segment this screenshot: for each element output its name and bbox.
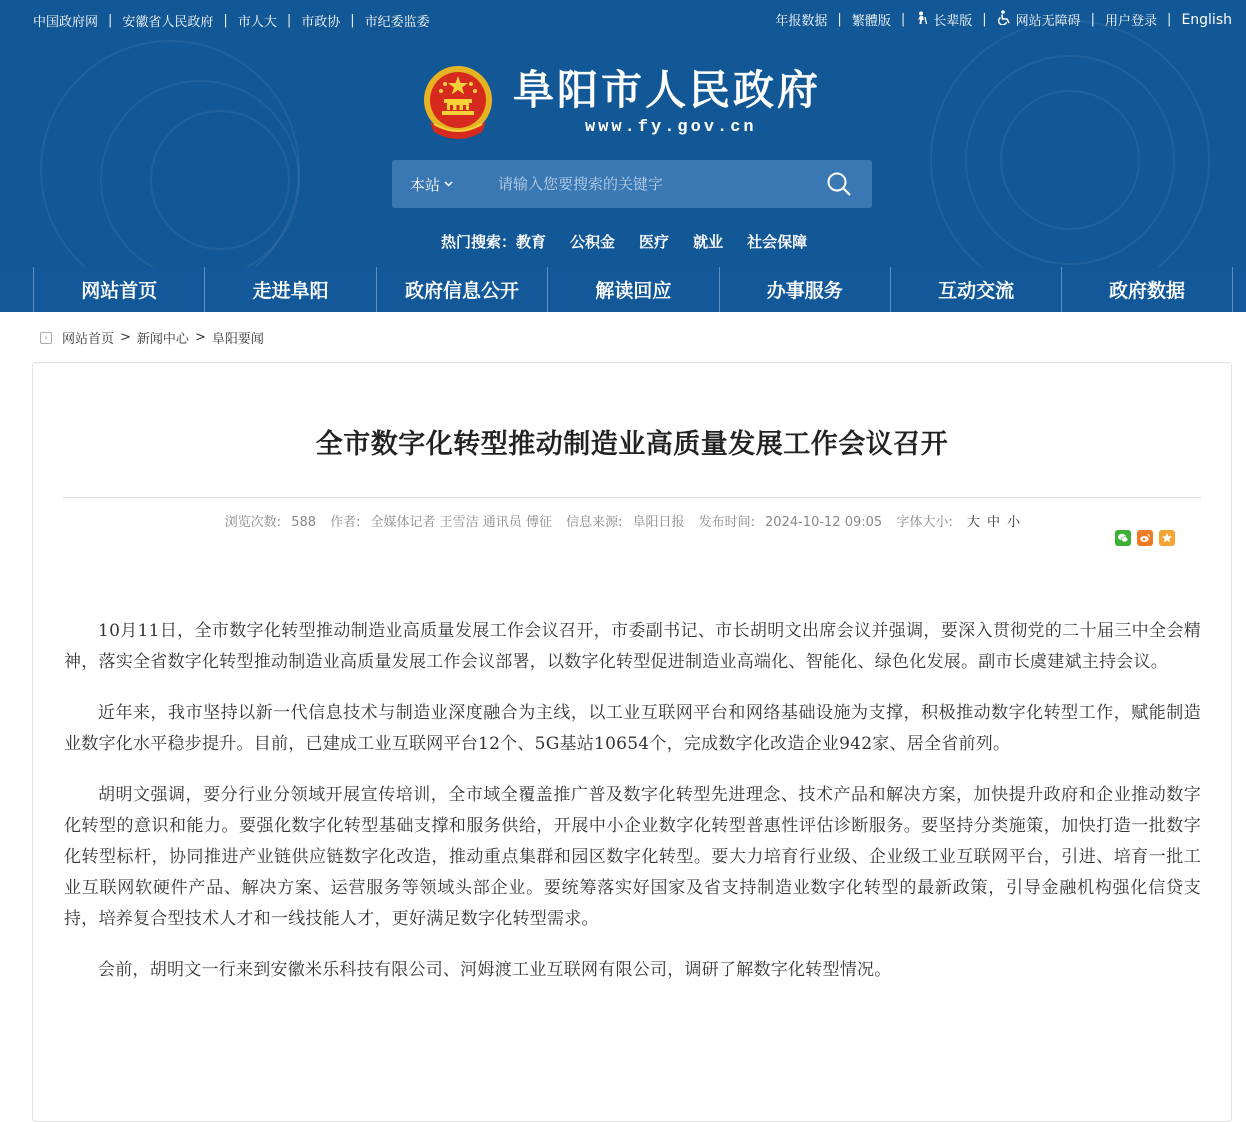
divider: | [900,12,906,27]
breadcrumb-fuyang-news[interactable]: 阜阳要闻 [211,332,264,347]
font-size-large[interactable]: 大 [966,515,980,530]
search-scope-dropdown[interactable] [392,174,482,195]
elder-mode-link[interactable] [915,10,972,29]
divider: | [223,13,228,28]
elder-mode-label: 长辈版 [933,14,973,29]
site-title: 阜阳市人民政府 [513,66,821,114]
article-paragraph: 胡明文强调，要分行业分领域开展宣传培训，全市域全覆盖推广普及数字化转型先进理念、技术产品和解决方案，加快提升政府和企业推动数字化转型的意识和能力。要强化数字化转型基础支撑和服务供给，开展中小企业数字化转型普惠性评估诊断服务。要坚持分类施策，加快打造一批数字化转型标杆，协同推进产业链供应链数字化改造，推动重点集群和园区数字化转型。要大力培育行业级、企业级工业互联网平台，引进、培育一批工业互联网软硬件产品、解决方案、运营服务等领域头部企业。要统筹落实好国家及省支持制造业数字化转型的最新政策，引导金融机构强化信贷支持，培养复合型技术人才和一线技能人才，更好满足数字化转型需求。 [64,785,1201,929]
publish-time: 2024-10-12 09:05 [765,515,883,530]
search-input[interactable] [482,160,806,208]
accessibility-label: 网站无障碍 [1015,14,1081,29]
traditional-chinese-link[interactable]: 繁體版 [851,14,891,29]
divider: | [108,13,113,28]
header-decoration [1000,90,1140,230]
views-label: 浏览次数: [224,515,282,530]
home-icon: › [40,332,52,344]
divider: | [982,12,987,27]
divider: | [286,13,292,28]
divider: | [1167,12,1172,27]
main-nav [0,267,1246,312]
elder-icon [915,11,929,29]
national-emblem-icon [420,62,496,142]
favorite-button[interactable] [1159,530,1175,546]
breadcrumb-home[interactable]: 网站首页 [62,332,115,347]
article-meta [0,511,1246,530]
article-title: 全市数字化转型推动制造业高质量发展工作会议召开 [315,429,949,460]
hot-search [441,231,831,252]
wechat-icon [1117,532,1129,544]
breadcrumb [40,328,264,347]
site-logo[interactable] [420,62,821,142]
wechat-share-button[interactable] [1115,530,1131,546]
font-size-label: 字体大小: [896,515,953,530]
hot-search-item[interactable]: 公积金 [570,233,616,251]
favorite-icon [1161,532,1173,544]
nav-item-gov-info[interactable]: 政府信息公开 [376,267,547,312]
search-icon [826,171,852,197]
top-link-npc[interactable]: 市人大 [237,15,277,30]
author-label: 作者: [330,515,361,530]
divider: | [837,12,842,27]
font-size-medium[interactable]: 中 [987,515,1001,530]
hot-search-item[interactable]: 教育 [516,233,547,251]
source-value: 阜阳日报 [632,515,685,530]
nav-item-interaction[interactable]: 互动交流 [890,267,1061,312]
views-count: 588 [291,515,317,530]
divider: | [350,13,355,28]
title-divider [63,497,1201,498]
annual-report-link[interactable]: 年报数据 [775,14,828,29]
hot-search-item[interactable]: 社会保障 [747,233,808,251]
font-size-small[interactable]: 小 [1007,515,1021,530]
top-link-anhui[interactable]: 安徽省人民政府 [122,15,214,30]
hot-search-item[interactable]: 医疗 [639,233,670,251]
divider: | [1090,12,1096,27]
source-label: 信息来源: [566,515,623,530]
top-link-cppcc[interactable]: 市政协 [301,15,341,30]
nav-item-about-fuyang[interactable]: 走进阜阳 [204,267,375,312]
nav-item-gov-data[interactable]: 政府数据 [1061,267,1232,312]
nav-item-services[interactable]: 办事服务 [719,267,890,312]
search-button[interactable] [806,160,872,208]
search-bar [392,160,872,208]
top-links-right [775,10,1232,29]
user-login-link[interactable]: 用户登录 [1105,14,1158,29]
top-bar [0,0,1246,40]
top-link-discipline[interactable]: 市纪委监委 [364,15,430,30]
article-body [64,616,1201,1006]
hot-search-label: 热门搜索： [441,233,517,251]
top-links-left [33,11,430,30]
article-paragraph: 近年来，我市坚持以新一代信息技术与制造业深度融合为主线，以工业互联网平台和网络基础设施为支撑，积极推动数字化转型工作，赋能制造业数字化水平稳步提升。目前，已建成工业互联网平台12个、5G基站10654个，完成数字化改造企业942家、居全省前列。 [64,703,1201,754]
nav-item-home[interactable]: 网站首页 [33,267,204,312]
search-scope-label: 本站 [410,175,441,194]
accessibility-link[interactable] [997,10,1081,29]
weibo-share-button[interactable] [1137,530,1153,546]
breadcrumb-separator: > [194,330,206,345]
site-domain: www.fy.gov.cn [585,118,757,137]
breadcrumb-separator: > [120,330,131,345]
hot-search-item[interactable]: 就业 [693,233,724,251]
site-title-block [513,62,821,137]
share-buttons [1115,530,1181,546]
breadcrumb-news-center[interactable]: 新闻中心 [136,332,189,347]
accessibility-icon [997,10,1012,29]
nav-item-interpretation[interactable]: 解读回应 [547,267,718,312]
article-paragraph: 10月11日，全市数字化转型推动制造业高质量发展工作会议召开，市委副书记、市长胡明文出席会议并强调，要深入贯彻党的二十届三中全会精神，落实全省数字化转型推动制造业高质量发展工作会议部署，以数字化转型促进制造业高端化、智能化、绿色化发展。副市长虞建斌主持会议。 [64,621,1201,672]
time-label: 发布时间: [698,515,756,530]
english-link[interactable]: English [1181,11,1232,28]
weibo-icon [1139,532,1151,544]
header-decoration [150,110,290,250]
top-link-gov[interactable]: 中国政府网 [33,15,99,30]
site-header [0,0,1246,267]
article-paragraph: 会前，胡明文一行来到安徽米乐科技有限公司、河姆渡工业互联网有限公司，调研了解数字化转型情况。 [98,960,892,980]
author-value: 全媒体记者 王雪洁 通讯员 傅征 [370,515,552,530]
chevron-down-icon [444,179,453,190]
